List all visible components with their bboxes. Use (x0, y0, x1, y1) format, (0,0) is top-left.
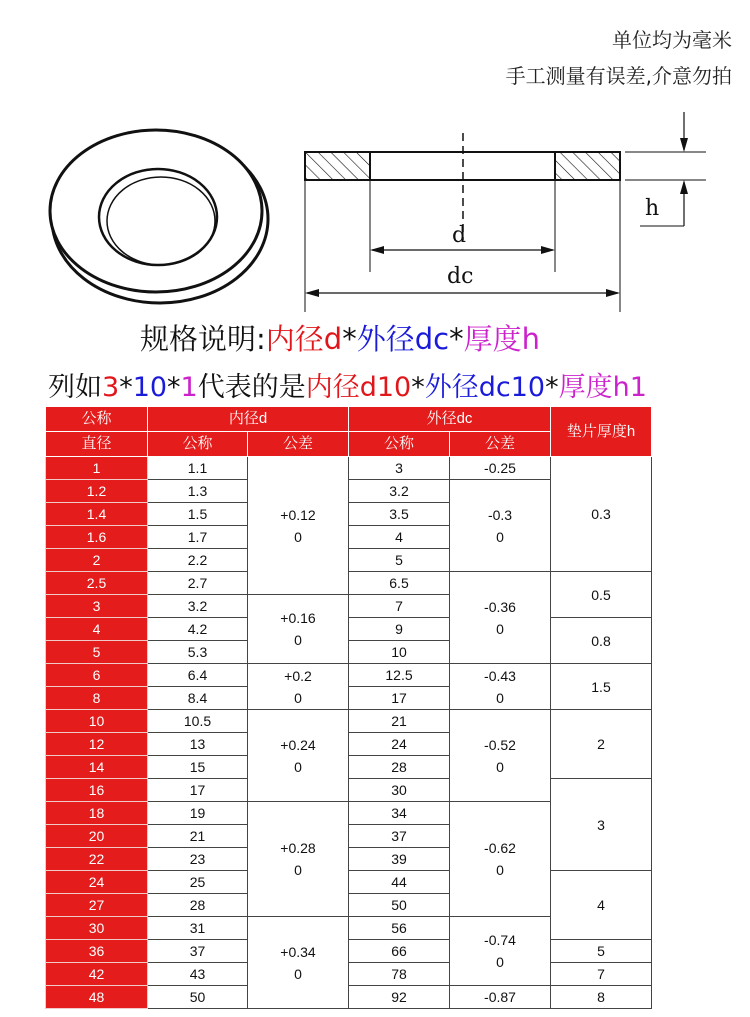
tolerance-upper: -0.36 (484, 598, 516, 615)
example-inner-diameter: 内径d10 (305, 372, 412, 403)
tolerance-upper: -0.74 (484, 932, 516, 948)
inner-diameter-tolerance-cell (248, 710, 349, 802)
inner-diameter-nominal-cell: 5.3 (148, 641, 248, 664)
nominal-size-cell: 22 (46, 848, 148, 871)
outer-diameter-nominal-cell: 44 (349, 871, 450, 894)
outer-diameter-nominal-cell: 3.2 (349, 480, 450, 503)
outer-diameter-nominal-cell: 37 (349, 825, 450, 848)
nominal-size-cell: 5 (46, 641, 148, 664)
thickness-cell: 0.3 (551, 457, 652, 572)
inner-diameter-nominal-cell: 37 (148, 940, 248, 963)
tolerance-upper: -0.43 (484, 667, 516, 684)
outer-diameter-nominal-cell: 21 (349, 710, 450, 733)
spec-example (48, 365, 647, 404)
tolerance-lower: 0 (294, 689, 302, 706)
inner-diameter-nominal-cell: 17 (148, 779, 248, 802)
nominal-size-cell: 2 (46, 549, 148, 572)
label-dc: dc (447, 264, 474, 289)
inner-diameter-tolerance-cell (248, 802, 349, 917)
nominal-size-cell: 10 (46, 710, 148, 733)
example-times: * (119, 372, 133, 403)
spec-prefix: 规格说明: (140, 322, 266, 356)
spec-outer-diameter: 外径dc (356, 322, 450, 356)
outer-diameter-nominal-cell: 6.5 (349, 572, 450, 595)
tolerance-upper: -0.25 (484, 460, 516, 476)
outer-diameter-nominal-cell: 10 (349, 641, 450, 664)
spec-description (140, 317, 540, 358)
header-dc-tolerance: 公差 (450, 432, 551, 457)
tolerance-lower: 0 (496, 954, 504, 970)
inner-diameter-nominal-cell: 8.4 (148, 687, 248, 710)
header-inner-diameter: 内径d (148, 407, 349, 432)
tolerance-lower: 0 (294, 862, 302, 878)
outer-diameter-tolerance-cell (450, 710, 551, 802)
header-d-nominal: 公称 (148, 432, 248, 457)
nominal-size-cell: 18 (46, 802, 148, 825)
spec-table-body (46, 457, 652, 1009)
inner-diameter-nominal-cell: 28 (148, 894, 248, 917)
nominal-size-cell: 42 (46, 963, 148, 986)
inner-diameter-nominal-cell: 15 (148, 756, 248, 779)
outer-diameter-nominal-cell: 78 (349, 963, 450, 986)
inner-diameter-nominal-cell: 50 (148, 986, 248, 1009)
outer-diameter-nominal-cell: 4 (349, 526, 450, 549)
example-prefix: 列如 (48, 372, 102, 403)
tolerance-lower: 0 (294, 632, 302, 648)
inner-diameter-nominal-cell: 1.1 (148, 457, 248, 480)
nominal-size-cell: 1.4 (46, 503, 148, 526)
example-h-value: 1 (180, 372, 198, 403)
nominal-size-cell: 48 (46, 986, 148, 1009)
inner-diameter-nominal-cell: 1.3 (148, 480, 248, 503)
thickness-cell: 1.5 (551, 664, 652, 710)
nominal-size-cell: 2.5 (46, 572, 148, 595)
example-times: * (411, 372, 425, 403)
outer-diameter-tolerance-cell (450, 480, 551, 572)
tolerance-upper: -0.62 (484, 840, 516, 856)
thickness-cell: 4 (551, 871, 652, 940)
table-row (46, 871, 652, 894)
outer-diameter-tolerance-cell (450, 917, 551, 986)
nominal-size-cell: 4 (46, 618, 148, 641)
outer-diameter-nominal-cell: 34 (349, 802, 450, 825)
outer-diameter-nominal-cell: 5 (349, 549, 450, 572)
example-connector: 代表的是 (197, 372, 306, 403)
nominal-size-cell: 1 (46, 457, 148, 480)
tolerance-lower: 0 (294, 758, 302, 775)
header-d-tolerance: 公差 (248, 432, 349, 457)
example-times: * (545, 372, 559, 403)
outer-diameter-tolerance-cell (450, 664, 551, 710)
outer-diameter-nominal-cell: 39 (349, 848, 450, 871)
outer-diameter-nominal-cell: 50 (349, 894, 450, 917)
inner-diameter-nominal-cell: 2.7 (148, 572, 248, 595)
outer-diameter-tolerance-cell (450, 457, 551, 480)
table-row (46, 963, 652, 986)
inner-diameter-nominal-cell: 19 (148, 802, 248, 825)
thickness-cell: 0.5 (551, 572, 652, 618)
outer-diameter-nominal-cell: 17 (349, 687, 450, 710)
table-row (46, 572, 652, 595)
outer-diameter-tolerance-cell (450, 802, 551, 917)
inner-diameter-nominal-cell: 3.2 (148, 595, 248, 618)
inner-diameter-nominal-cell: 43 (148, 963, 248, 986)
outer-diameter-tolerance-cell (450, 572, 551, 664)
header-dc-nominal: 公称 (349, 432, 450, 457)
header-thickness: 垫片厚度h (551, 407, 652, 457)
unit-note: 单位均为毫米 (612, 28, 732, 52)
nominal-size-cell: 6 (46, 664, 148, 687)
tolerance-upper: +0.28 (280, 840, 316, 856)
inner-diameter-tolerance-cell (248, 595, 349, 664)
nominal-size-cell: 30 (46, 917, 148, 940)
header-size-top: 公称 (46, 407, 148, 432)
nominal-size-cell: 1.2 (46, 480, 148, 503)
tolerance-lower: 0 (294, 528, 302, 545)
nominal-size-cell: 16 (46, 779, 148, 802)
tolerance-upper: +0.34 (280, 943, 316, 960)
tolerance-lower: 0 (496, 620, 504, 637)
inner-diameter-nominal-cell: 2.2 (148, 549, 248, 572)
table-row (46, 940, 652, 963)
tolerance-upper: +0.24 (280, 736, 316, 753)
example-thickness: 厚度h1 (558, 372, 647, 403)
outer-diameter-nominal-cell: 9 (349, 618, 450, 641)
tolerance-lower: 0 (496, 528, 504, 545)
table-row (46, 618, 652, 641)
washer-drawing (0, 0, 750, 320)
inner-diameter-nominal-cell: 6.4 (148, 664, 248, 687)
tolerance-lower: 0 (496, 758, 504, 775)
inner-diameter-tolerance-cell (248, 664, 349, 710)
label-d: d (452, 223, 467, 248)
nominal-size-cell: 3 (46, 595, 148, 618)
example-d-value: 3 (102, 372, 120, 403)
header-size-bottom: 直径 (46, 432, 148, 457)
example-times: * (167, 372, 181, 403)
outer-diameter-nominal-cell: 7 (349, 595, 450, 618)
outer-diameter-nominal-cell: 24 (349, 733, 450, 756)
thickness-cell: 7 (551, 963, 652, 986)
outer-diameter-nominal-cell: 12.5 (349, 664, 450, 687)
example-outer-diameter: 外径dc10 (424, 372, 546, 403)
inner-diameter-nominal-cell: 1.7 (148, 526, 248, 549)
nominal-size-cell: 24 (46, 871, 148, 894)
nominal-size-cell: 36 (46, 940, 148, 963)
outer-diameter-nominal-cell: 3 (349, 457, 450, 480)
inner-diameter-nominal-cell: 10.5 (148, 710, 248, 733)
outer-diameter-nominal-cell: 3.5 (349, 503, 450, 526)
nominal-size-cell: 12 (46, 733, 148, 756)
washer-perspective-illustration (50, 130, 268, 303)
nominal-size-cell: 27 (46, 894, 148, 917)
inner-diameter-nominal-cell: 13 (148, 733, 248, 756)
table-row (46, 779, 652, 802)
nominal-size-cell: 20 (46, 825, 148, 848)
outer-diameter-nominal-cell: 30 (349, 779, 450, 802)
inner-diameter-tolerance-cell (248, 917, 349, 1009)
tolerance-upper: -0.3 (487, 506, 513, 523)
tolerance-upper: -0.52 (484, 736, 516, 753)
example-dc-value: 10 (132, 372, 168, 403)
outer-diameter-nominal-cell: 28 (349, 756, 450, 779)
table-row (46, 986, 652, 1009)
outer-diameter-tolerance-cell (450, 986, 551, 1009)
table-row (46, 457, 652, 480)
table-row (46, 664, 652, 687)
measurement-error-note: 手工测量有误差,介意勿拍 (505, 64, 732, 88)
outer-diameter-nominal-cell: 66 (349, 940, 450, 963)
inner-diameter-nominal-cell: 21 (148, 825, 248, 848)
inner-diameter-dimension (370, 180, 555, 272)
inner-diameter-nominal-cell: 25 (148, 871, 248, 894)
thickness-dimension (625, 112, 706, 226)
tolerance-lower: 0 (496, 689, 504, 706)
inner-diameter-nominal-cell: 31 (148, 917, 248, 940)
tolerance-upper: +0.12 (280, 506, 316, 523)
inner-diameter-nominal-cell: 23 (148, 848, 248, 871)
nominal-size-cell: 1.6 (46, 526, 148, 549)
spec-thickness: 厚度h (463, 322, 540, 356)
tolerance-upper: -0.87 (484, 989, 516, 1005)
thickness-cell: 3 (551, 779, 652, 871)
nominal-size-cell: 8 (46, 687, 148, 710)
header-outer-diameter: 外径dc (349, 407, 551, 432)
outer-diameter-nominal-cell: 56 (349, 917, 450, 940)
inner-diameter-nominal-cell: 1.5 (148, 503, 248, 526)
thickness-cell: 2 (551, 710, 652, 779)
tolerance-lower: 0 (496, 862, 504, 878)
nominal-size-cell: 14 (46, 756, 148, 779)
thickness-cell: 5 (551, 940, 652, 963)
tolerance-upper: +0.2 (284, 667, 312, 684)
inner-diameter-nominal-cell: 4.2 (148, 618, 248, 641)
spec-times: * (342, 322, 357, 356)
thickness-cell: 0.8 (551, 618, 652, 664)
inner-diameter-tolerance-cell (248, 457, 349, 595)
table-row (46, 710, 652, 733)
label-h: h (645, 196, 660, 221)
thickness-cell: 8 (551, 986, 652, 1009)
spec-times: * (449, 322, 464, 356)
tolerance-upper: +0.16 (280, 610, 316, 626)
tolerance-lower: 0 (294, 965, 302, 982)
washer-spec-table (45, 406, 652, 1009)
outer-diameter-nominal-cell: 92 (349, 986, 450, 1009)
spec-inner-diameter: 内径d (265, 322, 343, 356)
